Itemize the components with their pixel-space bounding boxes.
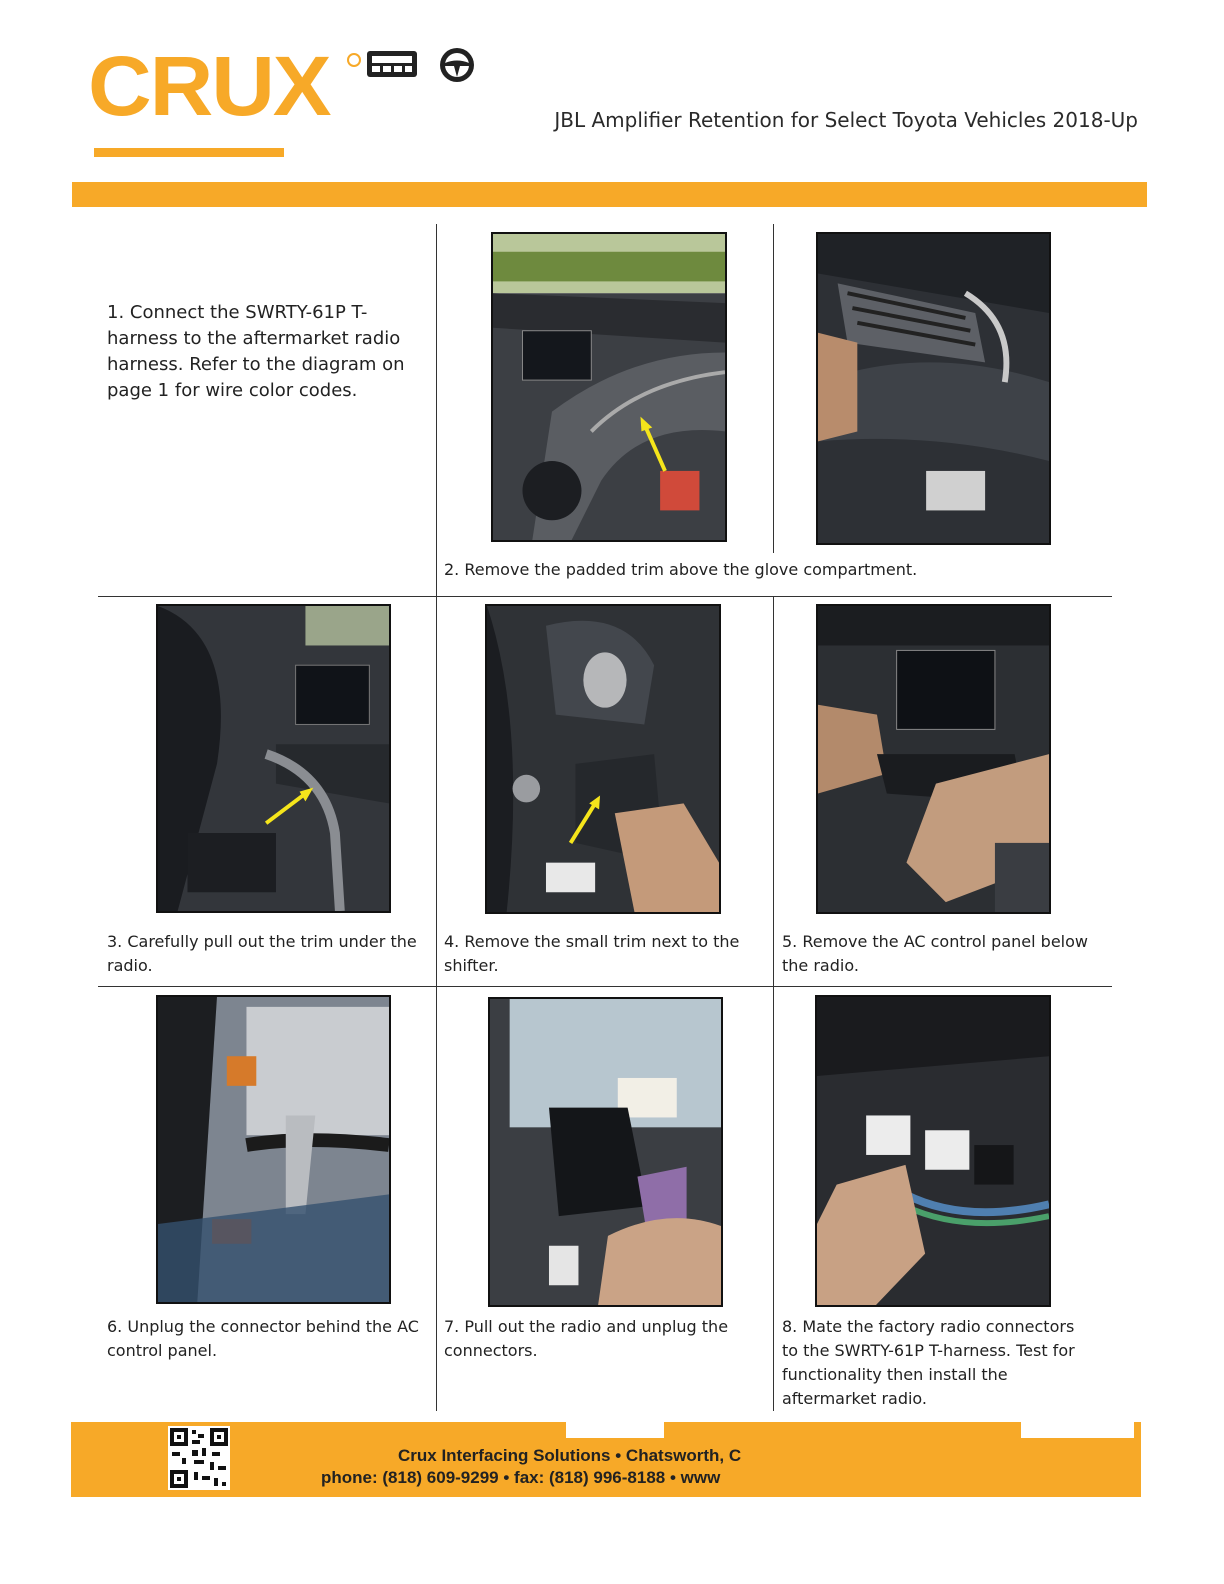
step-3-photo <box>156 604 391 913</box>
radio-icon <box>366 50 418 78</box>
step-8-text: 8. Mate the factory radio connectors to the SWRTY-61P T-harness. Test for functionality then install the aftermarket radio. <box>782 1317 1075 1408</box>
step-7-photo <box>488 997 723 1307</box>
step-7-text: 7. Pull out the radio and unplug the connectors. <box>444 1317 729 1360</box>
footer-notch-2 <box>1021 1422 1134 1438</box>
footer-notch-1 <box>566 1422 664 1438</box>
column-divider-2a <box>773 224 774 553</box>
step-2-photo-b <box>816 232 1051 545</box>
step-6-text: 6. Unplug the connector behind the AC control panel. <box>107 1317 419 1360</box>
step-2-photo-a <box>491 232 727 542</box>
step-6-photo <box>156 995 391 1304</box>
column-divider-2b <box>773 597 774 1411</box>
step-4-photo <box>485 604 721 914</box>
row-divider-1 <box>98 596 1112 597</box>
row-divider-2 <box>98 986 1112 987</box>
logo-text: CRUX <box>88 39 330 133</box>
footer-contact-line: phone: (818) 609-9299 • fax: (818) 996-8188 • www <box>321 1468 721 1487</box>
step-5-text: 5. Remove the AC control panel below the radio. <box>782 932 1088 975</box>
step-4-text: 4. Remove the small trim next to the shifter. <box>444 932 740 975</box>
step-3-text: 3. Carefully pull out the trim under the radio. <box>107 932 417 975</box>
step-1-text: 1. Connect the SWRTY-61P T-harness to the aftermarket radio harness. Refer to the diagram on page 1 for wire color codes. <box>107 302 405 401</box>
header-divider-bar <box>72 182 1147 207</box>
steering-wheel-icon <box>436 46 478 84</box>
logo-underline <box>94 148 284 157</box>
footer-company-line: Crux Interfacing Solutions • Chatsworth, C <box>398 1446 742 1465</box>
step-5-photo <box>816 604 1051 914</box>
crux-logo <box>88 39 356 136</box>
registered-circle-icon <box>346 52 362 68</box>
step-2-text: 2. Remove the padded trim above the glove compartment. <box>444 560 918 579</box>
step-8-photo <box>815 995 1051 1307</box>
document-title: JBL Amplifier Retention for Select Toyota Vehicles 2018-Up <box>554 108 1138 132</box>
qr-code <box>168 1426 230 1490</box>
